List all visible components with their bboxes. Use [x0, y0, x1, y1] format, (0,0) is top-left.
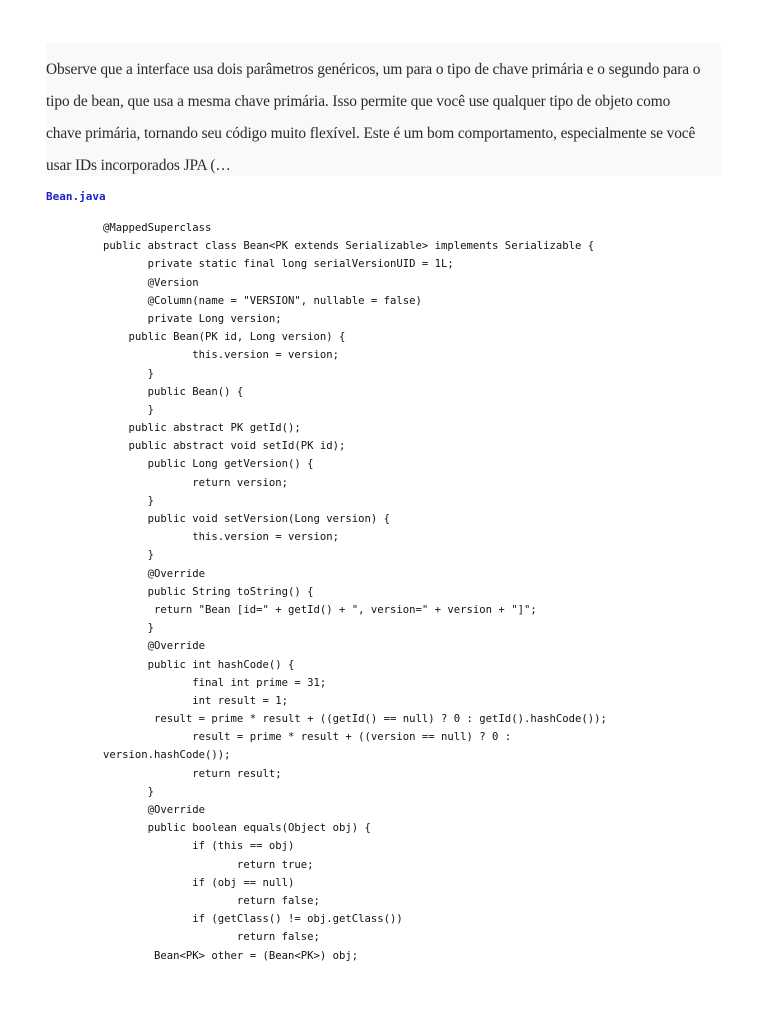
code-line: return result;: [103, 767, 282, 780]
code-line: return version;: [103, 476, 288, 489]
code-line: public Bean() {: [103, 385, 244, 398]
code-line: public Long getVersion() {: [103, 458, 314, 471]
file-name-label: Bean.java: [46, 190, 106, 203]
code-line: }: [103, 785, 155, 798]
code-line: public String toString() {: [103, 585, 314, 598]
code-line: public int hashCode() {: [103, 658, 295, 671]
code-block: [103, 219, 607, 965]
code-line: }: [103, 367, 155, 380]
code-line: public abstract PK getId();: [103, 422, 301, 435]
code-line: if (obj == null): [103, 876, 295, 889]
code-line: @Version: [103, 276, 199, 289]
code-line: this.version = version;: [103, 349, 339, 362]
code-line: }: [103, 494, 155, 507]
code-line: @Override: [103, 567, 206, 580]
code-line: result = prime * result + ((version == null) ? 0 :: [103, 731, 512, 744]
code-line: return true;: [103, 858, 314, 871]
code-line: this.version = version;: [103, 531, 339, 544]
code-line: Bean<PK> other = (Bean<PK>) obj;: [103, 949, 359, 962]
intro-paragraph-box: [46, 43, 721, 176]
code-line: if (this == obj): [103, 840, 295, 853]
code-line: @Column(name = "VERSION", nullable = false): [103, 294, 422, 307]
code-line: }: [103, 549, 155, 562]
code-line: return "Bean [id=" + getId() + ", version=" + version + "]";: [103, 603, 537, 616]
code-line: private Long version;: [103, 312, 282, 325]
code-line: int result = 1;: [103, 694, 288, 707]
code-line: @Override: [103, 640, 206, 653]
code-line: @MappedSuperclass: [103, 222, 212, 234]
code-line: if (getClass() != obj.getClass()): [103, 913, 403, 926]
intro-line: tipo de bean, que usa a mesma chave primária. Isso permite que você use qualquer tipo de objeto como: [46, 93, 671, 110]
code-line: public void setVersion(Long version) {: [103, 513, 391, 525]
code-line: return false;: [103, 894, 320, 907]
intro-line: usar IDs incorporados JPA (…: [46, 157, 231, 174]
code-line: result = prime * result + ((getId() == null) ? 0 : getId().hashCode());: [103, 713, 607, 726]
code-line: return false;: [103, 931, 320, 944]
code-line: }: [103, 403, 155, 416]
code-line: public Bean(PK id, Long version) {: [103, 331, 346, 344]
code-line: final int prime = 31;: [103, 676, 327, 689]
code-line: }: [103, 622, 155, 635]
code-line: private static final long serialVersionUID = 1L;: [103, 258, 454, 271]
code-line: public abstract class Bean<PK extends Serializable> implements Serializable {: [103, 240, 595, 253]
code-line: public boolean equals(Object obj) {: [103, 822, 371, 835]
code-line: @Override: [103, 804, 206, 816]
code-line: public abstract void setId(PK id);: [103, 440, 346, 453]
intro-line: Observe que a interface usa dois parâmetros genéricos, um para o tipo de chave primária e o segundo para o: [46, 61, 701, 78]
code-line: version.hashCode());: [103, 749, 231, 762]
intro-line: chave primária, tornando seu código muito flexível. Este é um bom comportamento, especialmente se você: [46, 125, 696, 142]
